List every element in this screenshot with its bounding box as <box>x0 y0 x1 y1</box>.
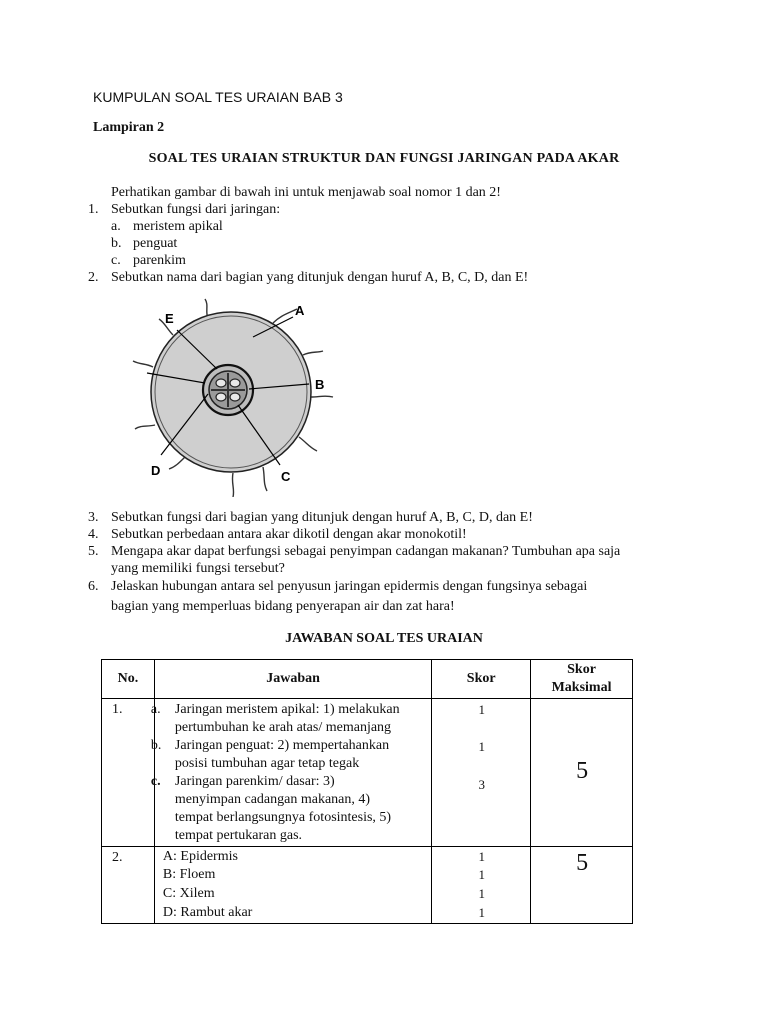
question-number: 4. <box>88 527 99 542</box>
question-number: 5. <box>88 544 99 559</box>
score-cell <box>432 699 531 847</box>
max-score-cell <box>531 847 633 924</box>
row-number: 1. <box>112 702 123 717</box>
question-number: 6. <box>88 579 99 594</box>
max-score-cell <box>531 699 633 847</box>
score-value: 1 <box>478 849 486 864</box>
score-value: 3 <box>478 777 486 792</box>
label-c: C <box>281 469 291 484</box>
table-header-row <box>102 660 633 699</box>
answer-cell <box>154 847 431 924</box>
answer-line: Jaringan parenkim/ dasar: 3) <box>174 774 335 789</box>
answer-line: tempat berlangsungnya fotosintesis, 5) <box>174 810 392 825</box>
max-score-value: 5 <box>576 850 589 876</box>
score-value: 1 <box>478 905 486 920</box>
question-6-line: bagian yang memperluas bidang penyerapan air dan zat hara! <box>111 599 455 614</box>
root-cross-section-diagram <box>113 297 353 497</box>
sub-letter: c. <box>111 253 121 268</box>
page-title: SOAL TES URAIAN STRUKTUR DAN FUNGSI JARINGAN PADA AKAR <box>148 151 620 166</box>
header-skor: Skor <box>432 660 531 699</box>
table-row <box>102 847 633 924</box>
max-score-value: 5 <box>576 758 589 784</box>
header-skor-maksimal <box>531 660 633 699</box>
question-number: 2. <box>88 270 99 285</box>
answer-letter: b. <box>150 738 162 753</box>
intro-text: Perhatikan gambar di bawah ini untuk menjawab soal nomor 1 dan 2! <box>111 185 501 200</box>
answer-line: B: Floem <box>162 867 216 882</box>
answer-table <box>101 659 633 924</box>
answer-line: C: Xilem <box>162 886 215 901</box>
table-row <box>102 699 633 847</box>
question-6-line: Jelaskan hubungan antara sel penyusun jaringan epidermis dengan fungsinya sebagai <box>111 579 588 594</box>
document-header: KUMPULAN SOAL TES URAIAN BAB 3 <box>93 89 343 105</box>
row-number: 2. <box>112 850 123 865</box>
answer-line: D: Rambut akar <box>162 905 253 920</box>
answer-line: posisi tumbuhan agar tetap tegak <box>174 756 360 771</box>
score-value: 1 <box>478 886 486 901</box>
question-3-text: Sebutkan fungsi dari bagian yang ditunjuk dengan huruf A, B, C, D, dan E! <box>111 510 533 525</box>
sub-letter: a. <box>111 219 121 234</box>
answers-title: JAWABAN SOAL TES URAIAN <box>285 631 483 646</box>
answer-line: tempat pertukaran gas. <box>174 828 303 843</box>
answer-line: Jaringan meristem apikal: 1) melakukan <box>174 702 400 717</box>
answer-cell <box>150 699 431 847</box>
label-a: A <box>295 303 305 318</box>
header-skor-maks-line: Skor <box>567 662 596 677</box>
answer-letter: c. <box>150 774 161 789</box>
sub-item: penguat <box>133 236 178 251</box>
label-b: B <box>315 377 325 392</box>
question-5-line: Mengapa akar dapat berfungsi sebagai penyimpan cadangan makanan? Tumbuhan apa saja <box>111 544 621 559</box>
question-2-text: Sebutkan nama dari bagian yang ditunjuk dengan huruf A, B, C, D, dan E! <box>111 270 529 285</box>
root-diagram-svg <box>113 297 353 497</box>
score-value: 1 <box>478 867 486 882</box>
label-d: D <box>151 463 161 478</box>
row-number-cell <box>102 847 155 924</box>
answer-line: A: Epidermis <box>162 849 238 864</box>
question-4-text: Sebutkan perbedaan antara akar dikotil dengan akar monokotil! <box>111 527 467 542</box>
sub-item: meristem apikal <box>133 219 223 234</box>
score-value: 1 <box>478 702 486 717</box>
header-jawaban: Jawaban <box>154 660 431 699</box>
lampiran-label: Lampiran 2 <box>93 120 165 135</box>
answer-line: Jaringan penguat: 2) mempertahankan <box>174 738 390 753</box>
row-number-cell <box>102 699 155 847</box>
answer-line: menyimpan cadangan makanan, 4) <box>174 792 371 807</box>
sub-letter: b. <box>111 236 122 251</box>
question-1-text: Sebutkan fungsi dari jaringan: <box>111 202 281 217</box>
header-skor-maks-line: Maksimal <box>551 680 612 695</box>
question-5-line: yang memiliki fungsi tersebut? <box>111 561 285 576</box>
answer-letter: a. <box>150 702 161 717</box>
header-no: No. <box>102 660 155 699</box>
question-number: 1. <box>88 202 99 217</box>
sub-item: parenkim <box>133 253 186 268</box>
question-number: 3. <box>88 510 99 525</box>
label-e: E <box>165 311 174 326</box>
answer-line: pertumbuhan ke arah atas/ memanjang <box>174 720 392 735</box>
score-value: 1 <box>478 739 486 754</box>
score-cell <box>432 847 531 924</box>
